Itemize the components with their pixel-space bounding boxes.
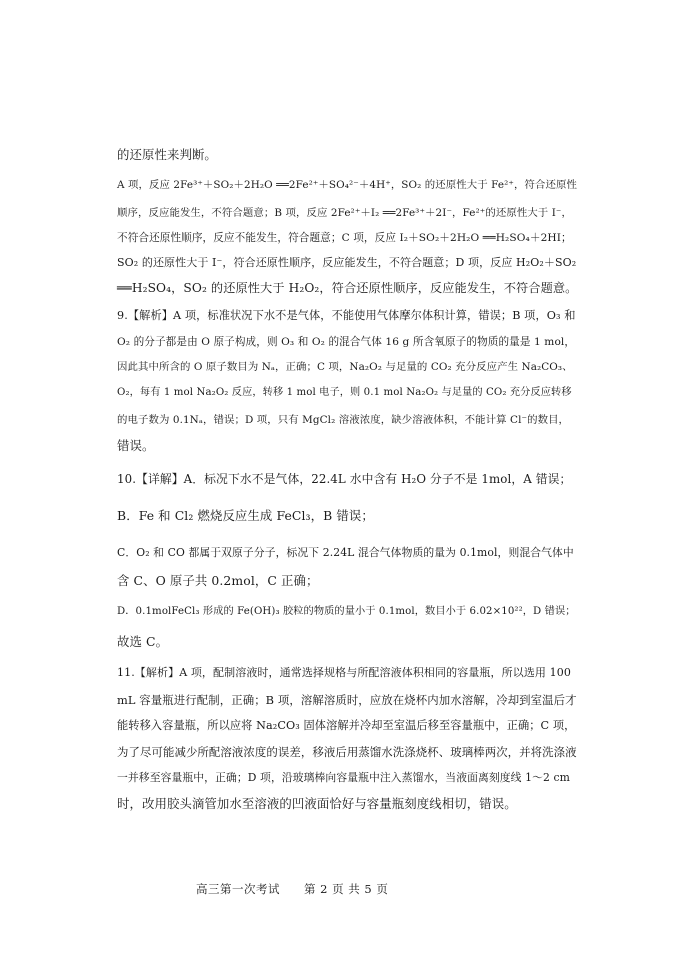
text-line: 时，改用胶头滴管加水至溶液的凹液面恰好与容量瓶刻度线相切，错误。 xyxy=(117,796,517,811)
text-line: 的还原性来判断。 xyxy=(117,147,217,162)
text-line: ══H₂SO₄，SO₂ 的还原性大于 H₂O₂，符合还原性顺序，反应能发生，不符合题意。 xyxy=(117,281,578,295)
text-line: A 项，反应 2Fe³⁺＋SO₂＋2H₂O ══2Fe²⁺＋SO₄²⁻＋4H⁺，SO₂ 的还原性大于 Fe²⁺，符合还原性 xyxy=(117,179,577,191)
text-line: O₂ 的分子都是由 O 原子构成，则 O₃ 和 O₂ 的混合气体 16 g 所含氧原子的物质的量是 1 mol， xyxy=(117,336,576,348)
text-line: 10.【详解】A．标况下水不是气体，22.4L 水中含有 H₂O 分子不是 1mol，A 错误； xyxy=(117,472,572,486)
text-line: 一并移至容量瓶中，正确；D 项，沿玻璃棒向容量瓶中注入蒸馏水，当液面离刻度线 1～2 cm xyxy=(117,771,570,784)
text-line: 含 C、O 原子共 0.2mol，C 正确； xyxy=(117,573,319,588)
text-line: 不符合还原性顺序，反应不能发生，符合题意；C 项，反应 I₂＋SO₂＋2H₂O ══H₂SO₄＋2HI； xyxy=(117,232,572,244)
text-line: 故选 C。 xyxy=(117,634,169,649)
text-line: C．O₂ 和 CO 都属于双原子分子，标况下 2.24L 混合气体物质的量为 0.1mol，则混合气体中 xyxy=(117,546,574,559)
text-line: 的电子数为 0.1Nₐ，错误；D 项，只有 MgCl₂ 溶液浓度，缺少溶液体积，不能计算 Cl⁻的数目， xyxy=(117,414,570,426)
text-line: 能转移入容量瓶，所以应将 Na₂CO₃ 固体溶解并冷却至室温后移至容量瓶中，正确；C 项， xyxy=(117,719,576,732)
text-line: SO₂ 的还原性大于 I⁻，符合还原性顺序，反应能发生，不符合题意；D 项，反应 H₂O₂＋SO₂ xyxy=(117,256,577,269)
text-line: 因此其中所含的 O 原子数目为 Nₐ，正确；C 项，Na₂O₂ 与足量的 CO₂ 充分反应产生 Na₂CO₃、 xyxy=(117,361,573,373)
text-line: O₂，每有 1 mol Na₂O₂ 反应，转移 1 mol 电子，则 0.1 mol Na₂O₂ 与足量的 CO₂ 充分反应转移 xyxy=(117,387,572,398)
text-line: 为了尽可能减少所配溶液浓度的误差，移液后用蒸馏水洗涤烧杯、玻璃棒两次，并将洗涤液 xyxy=(117,745,577,759)
text-line: B．Fe 和 Cl₂ 燃烧反应生成 FeCl₃，B 错误； xyxy=(117,508,374,523)
text-line: D．0.1molFeCl₃ 形成的 Fe(OH)₃ 胶粒的物质的量小于 0.1mol，数目小于 6.02×10²²，D 错误； xyxy=(117,606,576,617)
text-line: 11.【解析】A 项，配制溶液时，通常选择规格与所配溶液体积相同的容量瓶，所以选用 100 xyxy=(117,666,571,679)
text-line: 9.【解析】A 项，标准状况下水不是气体，不能使用气体摩尔体积计算，错误；B 项，O₃ 和 xyxy=(117,309,576,322)
text-line: 错误。 xyxy=(117,438,155,453)
page-footer: 高三第一次考试 第 2 页 共 5 页 xyxy=(196,882,389,896)
text-line: 顺序，反应能发生，不符合题意；B 项，反应 2Fe²⁺＋I₂ ══2Fe³⁺＋2I⁻，Fe²⁺的还原性大于 I⁻， xyxy=(117,207,572,219)
text-line: mL 容量瓶进行配制，正确；B 项，溶解溶质时，应放在烧杯内加水溶解，冷却到室温后才 xyxy=(117,693,577,707)
